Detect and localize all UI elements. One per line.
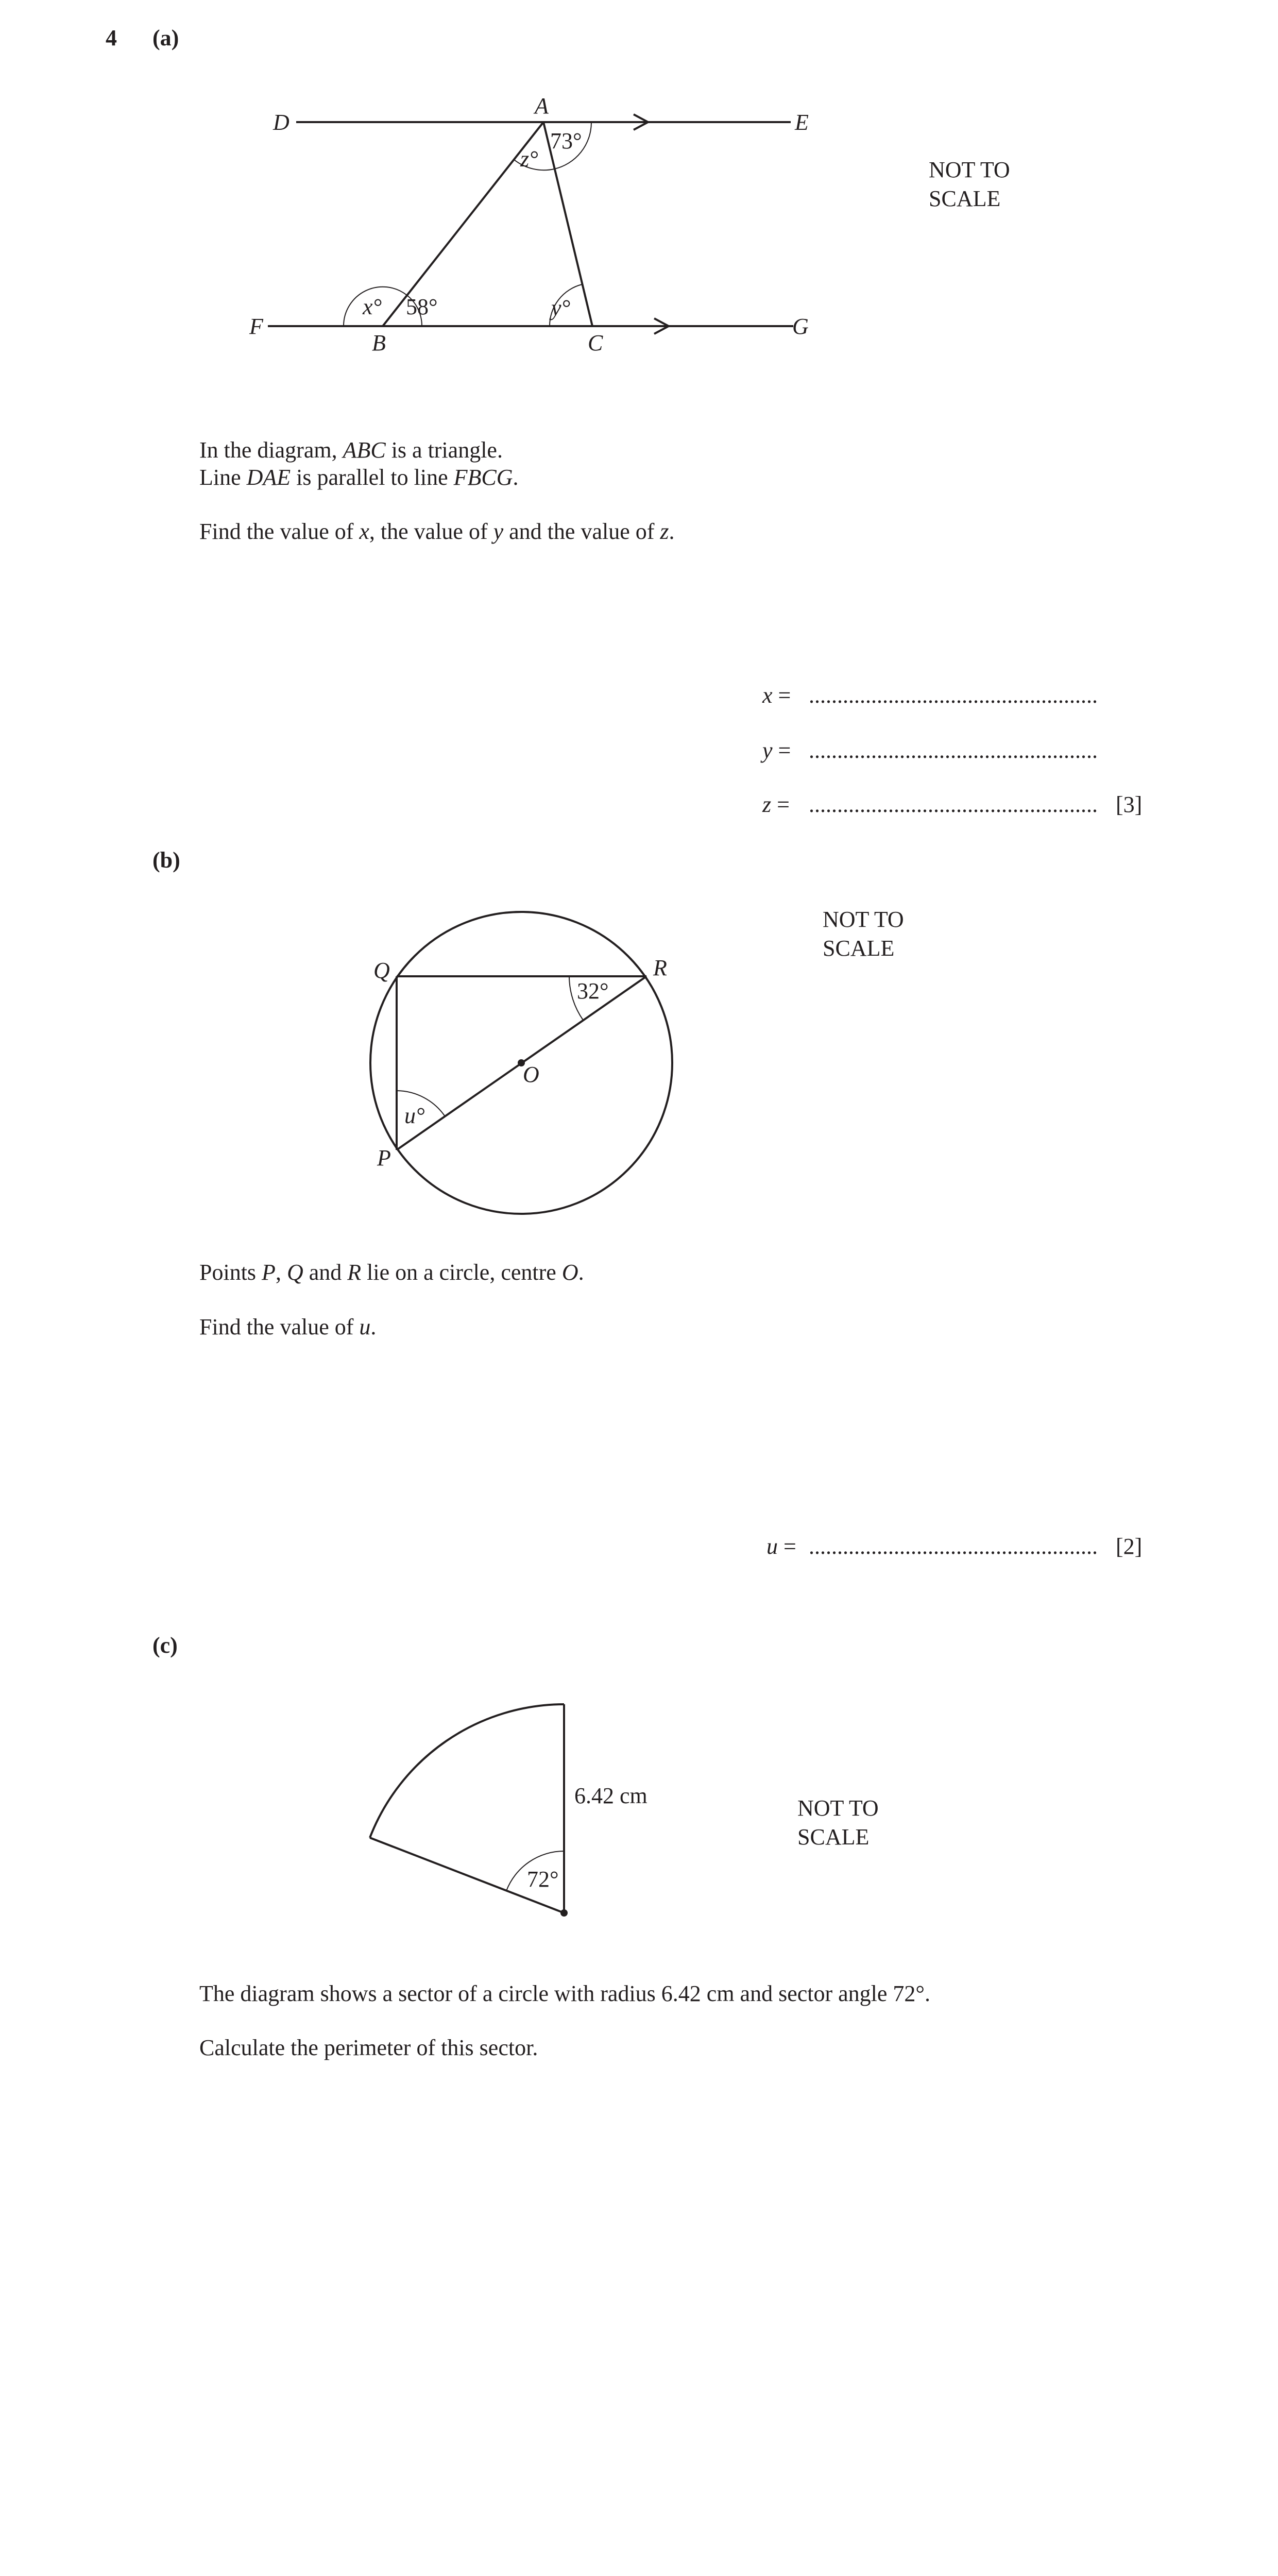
label-r: R [653,955,667,980]
angle-58-label: 58° [406,294,438,319]
part-b-label: (b) [152,848,180,873]
instruction-a: Find the value of x, the value of y and the value of z. [199,519,675,544]
label-b: B [372,330,386,355]
label-f: F [249,314,263,339]
marks-a: [3] [1116,792,1143,817]
angle-z-label: z° [520,146,538,172]
answer-y-field[interactable]: ................................................... [809,738,1098,763]
radius-label: 6.42 cm [574,1783,647,1808]
answer-z-field[interactable]: ................................................... [809,792,1098,817]
sector-centre-dot [560,1909,568,1917]
answer-x-field[interactable]: ................................................... [809,683,1098,708]
not-to-scale-b: NOT TO SCALE [823,907,904,961]
label-d: D [273,110,289,135]
label-c: C [588,330,603,355]
not-to-scale-a: NOT TO SCALE [929,157,1010,211]
marks-b: [2] [1116,1534,1143,1559]
angle-y-label: y° [551,295,571,320]
text-b: Points P, Q and R lie on a circle, centre O. [199,1260,584,1285]
answer-x-label: x = [762,683,791,708]
text-a-line2: Line DAE is parallel to line FBCG. [199,465,519,490]
answer-u-label: u = [766,1534,796,1559]
sector-arc [370,1704,564,1838]
angle-x-label: x° [363,294,382,319]
label-g: G [792,314,809,339]
instruction-b: Find the value of u. [199,1314,377,1340]
answer-y-label: y = [762,738,791,763]
answer-u-field[interactable]: ................................................... [809,1534,1098,1559]
angle-u-label: u° [404,1103,425,1128]
angle-32-label: 32° [577,978,609,1004]
part-c-label: (c) [152,1633,178,1658]
label-p: P [377,1145,391,1171]
answer-z-label: z = [762,792,790,817]
text-a-line1: In the diagram, ABC is a triangle. [199,437,503,463]
instruction-c: Calculate the perimeter of this sector. [199,2035,538,2060]
text-c: The diagram shows a sector of a circle with radius 6.42 cm and sector angle 72°. [199,1981,931,2006]
angle-73-label: 73° [550,128,582,154]
question-number: 4 [106,25,117,50]
part-a-label: (a) [152,25,179,50]
label-q: Q [373,958,390,983]
label-a: A [535,93,549,118]
label-e: E [795,110,809,135]
not-to-scale-c: NOT TO SCALE [797,1795,879,1850]
label-o: O [523,1062,539,1087]
angle-72-label: 72° [527,1867,559,1892]
